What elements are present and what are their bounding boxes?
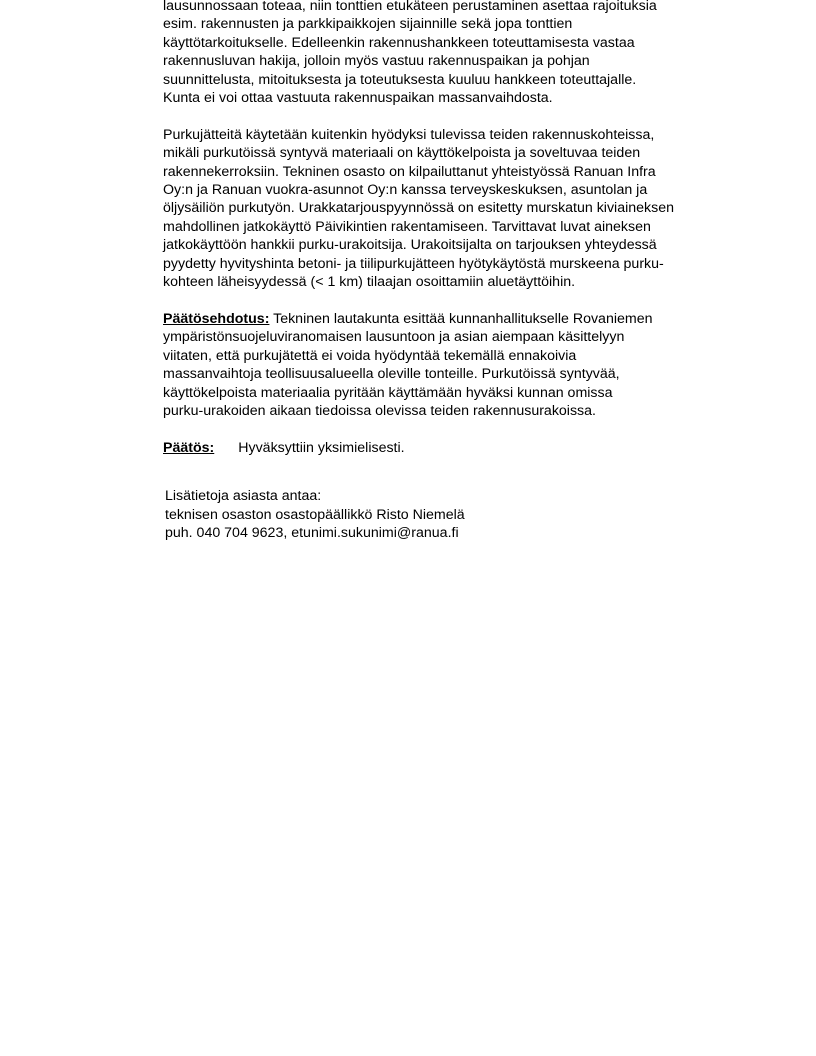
- text-line: mahdollinen jatkokäyttö Päivikintien rakentamiseen. Tarvittavat luvat aineksen: [163, 218, 651, 235]
- text-line: Purkujätteitä käytetään kuitenkin hyödyksi tulevissa teiden rakennuskohteissa,: [163, 126, 655, 143]
- document-page: [163, 0, 753, 542]
- text-line: Oy:n ja Ranuan vuokra-asunnot Oy:n kanssa terveyskeskuksen, asuntolan ja: [163, 182, 648, 199]
- text-line: pyydetty hyvityshinta betoni- ja tiilipurkujätteen hyötykäytöstä murskeena purku-: [163, 255, 664, 272]
- decision-label: Päätös:: [163, 439, 215, 456]
- paragraph-spacer: [163, 420, 753, 438]
- text-line: mikäli purkutöissä syntyvä materiaali on käyttökelpoista ja soveltuvaa teiden: [163, 145, 641, 162]
- text-line: ympäristönsuojeluviranomaisen lausuntoon ja asian aiempaan käsittelyyn: [163, 329, 625, 346]
- text-line: öljysäiliön purkutyön. Urakkatarjouspyynnössä on esitetty murskatun kiviaineksen: [163, 200, 674, 217]
- decision-proposal-section: [163, 310, 753, 420]
- decision-proposal-label: Päätösehdotus:: [163, 310, 270, 327]
- decision-proposal-text: Tekninen lautakunta esittää kunnanhallitukselle Rovaniemen: [269, 310, 653, 327]
- text-line: purku-urakoiden aikaan tiedoissa olevissa teiden rakennusurakoissa.: [163, 402, 596, 419]
- text-line: esim. rakennusten ja parkkipaikkojen sijainnille sekä jopa tonttien: [163, 16, 573, 33]
- text-line: lausunnossaan toteaa, niin tonttien etukäteen perustaminen asettaa rajoituksia: [163, 0, 657, 14]
- paragraph-spacer: [163, 107, 753, 125]
- paragraph-spacer: [163, 291, 753, 309]
- decision-section: [163, 439, 753, 457]
- text-line: [163, 310, 753, 328]
- text-line: käyttötarkoitukselle. Edelleenkin rakennushankkeen toteuttamisesta vastaa: [163, 34, 635, 51]
- text-line: massanvaihtoja teollisuusalueella oleville tonteille. Purkutöissä syntyvää,: [163, 366, 620, 383]
- paragraph-building-restrictions: [163, 0, 753, 107]
- text-line: suunnittelusta, mitoituksesta ja toteutuksesta kuuluu hankkeen toteuttajalle.: [163, 71, 637, 88]
- text-line: Kunta ei voi ottaa vastuuta rakennuspaikan massanvaihdosta.: [163, 90, 553, 107]
- contact-info: [163, 487, 753, 542]
- text-line: rakennusluvan hakija, jolloin myös vastuu rakennuspaikan ja pohjan: [163, 53, 590, 70]
- contact-person: teknisen osaston osastopäällikkö Risto Niemelä: [165, 506, 465, 523]
- text-line: [163, 439, 753, 457]
- decision-value: Hyväksyttiin yksimielisesti.: [238, 439, 405, 456]
- contact-details: puh. 040 704 9623, etunimi.sukunimi@ranua.fi: [165, 524, 459, 541]
- paragraph-demolition-waste: [163, 126, 753, 292]
- text-line: viitaten, että purkujätettä ei voida hyödyntää tekemällä ennakoivia: [163, 347, 577, 364]
- text-line: jatkokäyttöön hankkii purku-urakoitsija. Urakoitsijalta on tarjouksen yhteydessä: [163, 237, 657, 254]
- contact-heading: Lisätietoja asiasta antaa:: [165, 488, 322, 505]
- text-line: rakennekerroksiin. Tekninen osasto on kilpailuttanut yhteistyössä Ranuan Infra: [163, 163, 656, 180]
- text-line: kohteen läheisyydessä (< 1 km) tilaajan osoittamiin aluetäyttöihin.: [163, 274, 576, 291]
- text-line: käyttökelpoista materiaalia pyritään käyttämään hyväksi kunnan omissa: [163, 384, 613, 401]
